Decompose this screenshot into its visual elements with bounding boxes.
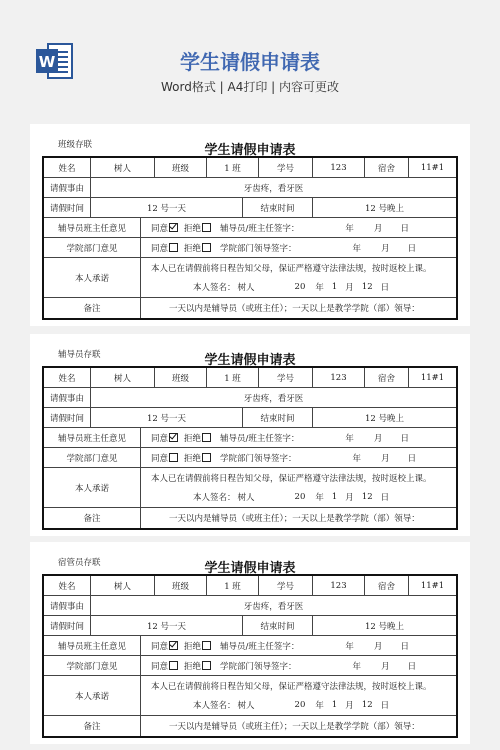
copy-label: 班级存联 [58, 140, 93, 150]
row-note [44, 508, 456, 528]
promise-field [140, 676, 456, 715]
time-label: 请假时间 [49, 203, 84, 214]
date-month: 月 [381, 243, 390, 254]
date-year: 年 [352, 661, 362, 672]
reason-value[interactable]: 牙齿疼，看牙医 [90, 596, 456, 615]
promise-text: 本人已在请假前将日程告知父母，保证严格遵守法律法规，按时返校上课。 [151, 681, 432, 692]
row-promise [44, 468, 456, 508]
dept-opinion-field [140, 448, 456, 467]
end-time-value[interactable]: 12 号晚上 [312, 408, 456, 427]
counselor-sign-label: 辅导员/班主任签字： [220, 433, 300, 444]
date-month: 月 [345, 283, 354, 294]
page-title: 学生请假申请表 [180, 50, 320, 74]
row-promise [44, 676, 456, 716]
class-value[interactable]: 1 班 [206, 158, 258, 177]
time-value[interactable]: 12 号一天 [90, 408, 242, 427]
agree-option[interactable]: 同意 [151, 640, 178, 652]
class-value[interactable]: 1 班 [206, 576, 258, 595]
reject-checkbox[interactable] [202, 223, 211, 232]
row-reason [44, 596, 456, 616]
note-text: 一天以内是辅导员（或班主任）；一天以上是教学学院（部）领导： [140, 298, 456, 318]
agree-checkbox[interactable] [169, 243, 178, 252]
form-title: 学生请假申请表 [204, 143, 296, 158]
name-label: 姓名 [58, 581, 76, 592]
class-value[interactable]: 1 班 [206, 368, 258, 387]
promise-text: 本人已在请假前将日程告知父母，保证严格遵守法律法规，按时返校上课。 [151, 473, 432, 484]
reject-checkbox[interactable] [202, 453, 211, 462]
reject-option[interactable]: 拒绝 [184, 452, 211, 464]
note-label: 备注 [83, 722, 101, 732]
reason-value[interactable]: 牙齿疼，看牙医 [90, 178, 456, 197]
form-title: 学生请假申请表 [204, 353, 296, 368]
dorm-value[interactable]: 11#1 [408, 576, 456, 595]
name-value[interactable]: 树人 [90, 158, 154, 177]
self-sign-line [141, 488, 456, 508]
time-value[interactable]: 12 号一天 [90, 616, 242, 635]
date-month: 月 [345, 701, 354, 712]
agree-option[interactable]: 同意 [151, 432, 178, 444]
row-time [44, 408, 456, 428]
dept-opinion-label: 学院部门意见 [66, 661, 118, 672]
date-year: 年 [315, 283, 324, 294]
reject-option[interactable]: 拒绝 [184, 640, 211, 652]
date-month: 月 [373, 641, 383, 652]
date-year: 年 [345, 433, 354, 444]
time-label: 请假时间 [49, 621, 84, 632]
row-counselor-opinion [44, 636, 456, 656]
date-day: 日 [380, 493, 390, 504]
date-day: 日 [400, 433, 409, 444]
end-time-value[interactable]: 12 号晚上 [312, 198, 456, 217]
end-time-label: 结束时间 [242, 408, 312, 427]
dept-opinion-field [140, 238, 456, 257]
row-note [44, 716, 456, 736]
date-day: 日 [380, 283, 390, 294]
date-day: 日 [400, 641, 409, 652]
class-label: 班级 [154, 576, 206, 595]
row-time [44, 198, 456, 218]
form-table [42, 366, 458, 530]
row-dept-opinion [44, 238, 456, 258]
dept-sign-label: 学院部门领导签字： [220, 453, 297, 464]
counselor-opinion-field [140, 428, 456, 447]
row-dept-opinion [44, 656, 456, 676]
row-basic-info [44, 368, 456, 388]
row-counselor-opinion [44, 428, 456, 448]
reject-checkbox[interactable] [202, 433, 211, 442]
reject-checkbox[interactable] [202, 661, 211, 670]
date-month: 月 [373, 433, 383, 444]
agree-option[interactable]: 同意 [151, 222, 178, 234]
sign-month[interactable]: 1 [331, 492, 338, 503]
reason-value[interactable]: 牙齿疼，看牙医 [90, 388, 456, 407]
promise-label: 本人承诺 [74, 483, 109, 494]
student-id-value[interactable]: 123 [312, 576, 364, 595]
agree-checkbox[interactable] [169, 453, 178, 462]
self-sign-label: 本人签名： [193, 283, 236, 294]
dorm-value[interactable]: 11#1 [408, 158, 456, 177]
date-year: 年 [352, 243, 362, 254]
name-label: 姓名 [58, 373, 76, 384]
counselor-opinion-field [140, 218, 456, 237]
dept-opinion-label: 学院部门意见 [66, 453, 118, 464]
agree-option[interactable]: 同意 [151, 660, 178, 672]
date-month: 月 [381, 661, 390, 672]
student-id-value[interactable]: 123 [312, 368, 364, 387]
date-day: 日 [407, 661, 417, 672]
sign-day[interactable]: 12 [361, 282, 373, 293]
promise-field [140, 468, 456, 507]
self-sign-line [141, 696, 456, 716]
note-label: 备注 [83, 514, 101, 524]
time-value[interactable]: 12 号一天 [90, 198, 242, 217]
date-day: 日 [400, 223, 409, 234]
end-time-label: 结束时间 [242, 198, 312, 217]
dorm-label: 宿舍 [364, 368, 408, 387]
date-year: 年 [345, 223, 354, 234]
date-year: 年 [345, 641, 354, 652]
form-table [42, 156, 458, 320]
reject-option[interactable]: 拒绝 [184, 660, 211, 672]
agree-checkbox[interactable] [169, 433, 178, 442]
reason-label: 请假事由 [49, 183, 84, 194]
note-label: 备注 [83, 304, 101, 314]
self-sign-label: 本人签名： [193, 493, 236, 504]
dorm-label: 宿舍 [364, 158, 408, 177]
dept-opinion-label: 学院部门意见 [66, 243, 118, 254]
date-year: 年 [352, 453, 362, 464]
row-reason [44, 178, 456, 198]
sign-year[interactable]: 20 [294, 700, 306, 711]
end-time-label: 结束时间 [242, 616, 312, 635]
self-sign-value[interactable]: 树人 [237, 701, 255, 712]
counselor-opinion-label: 辅导员班主任意见 [57, 433, 126, 444]
row-dept-opinion [44, 448, 456, 468]
date-year: 年 [315, 493, 324, 504]
name-label: 姓名 [58, 163, 76, 174]
date-day: 日 [380, 701, 390, 712]
reject-option[interactable]: 拒绝 [184, 432, 211, 444]
promise-text: 本人已在请假前将日程告知父母，保证严格遵守法律法规，按时返校上课。 [151, 263, 432, 274]
dorm-label: 宿舍 [364, 576, 408, 595]
counselor-sign-label: 辅导员/班主任签字： [220, 223, 300, 234]
time-label: 请假时间 [49, 413, 84, 424]
reason-label: 请假事由 [49, 393, 84, 404]
self-sign-value[interactable]: 树人 [237, 283, 255, 294]
self-sign-value[interactable]: 树人 [237, 493, 255, 504]
name-value[interactable]: 树人 [90, 576, 154, 595]
sign-year[interactable]: 20 [294, 282, 306, 293]
row-basic-info [44, 576, 456, 596]
form-title: 学生请假申请表 [204, 561, 296, 576]
page-subtitle: Word格式 | A4打印 | 内容可更改 [160, 80, 340, 94]
student-id-label: 学号 [258, 158, 312, 177]
sign-day[interactable]: 12 [361, 492, 373, 503]
agree-checkbox[interactable] [169, 661, 178, 670]
page-header [0, 0, 500, 122]
reject-checkbox[interactable] [202, 641, 211, 650]
date-day: 日 [407, 453, 417, 464]
form-table [42, 574, 458, 738]
date-month: 月 [345, 493, 354, 504]
form-sheet-1 [30, 124, 470, 326]
date-month: 月 [373, 223, 383, 234]
student-id-label: 学号 [258, 368, 312, 387]
agree-checkbox[interactable] [169, 641, 178, 650]
student-id-label: 学号 [258, 576, 312, 595]
name-value[interactable]: 树人 [90, 368, 154, 387]
class-label: 班级 [154, 368, 206, 387]
word-icon-letter: W [38, 53, 56, 71]
row-counselor-opinion [44, 218, 456, 238]
row-reason [44, 388, 456, 408]
row-time [44, 616, 456, 636]
self-sign-label: 本人签名： [193, 701, 236, 712]
note-text: 一天以内是辅导员（或班主任）；一天以上是教学学院（部）领导： [140, 508, 456, 528]
note-text: 一天以内是辅导员（或班主任）；一天以上是教学学院（部）领导： [140, 716, 456, 736]
date-year: 年 [315, 701, 324, 712]
reject-option[interactable]: 拒绝 [184, 222, 211, 234]
dept-sign-label: 学院部门领导签字： [220, 243, 297, 254]
sign-month[interactable]: 1 [331, 282, 338, 293]
row-basic-info [44, 158, 456, 178]
agree-checkbox[interactable] [169, 223, 178, 232]
counselor-opinion-label: 辅导员班主任意见 [57, 223, 126, 234]
sign-month[interactable]: 1 [331, 700, 338, 711]
counselor-opinion-field [140, 636, 456, 655]
end-time-value[interactable]: 12 号晚上 [312, 616, 456, 635]
self-sign-line [141, 278, 456, 298]
copy-label: 宿管员存联 [58, 558, 101, 568]
copy-label: 辅导员存联 [58, 350, 101, 360]
dept-opinion-field [140, 656, 456, 675]
dept-sign-label: 学院部门领导签字： [220, 661, 297, 672]
sign-day[interactable]: 12 [361, 700, 373, 711]
class-label: 班级 [154, 158, 206, 177]
student-id-value[interactable]: 123 [312, 158, 364, 177]
dorm-value[interactable]: 11#1 [408, 368, 456, 387]
counselor-opinion-label: 辅导员班主任意见 [57, 641, 126, 652]
counselor-sign-label: 辅导员/班主任签字： [220, 641, 300, 652]
row-note [44, 298, 456, 318]
agree-option[interactable]: 同意 [151, 452, 178, 464]
row-promise [44, 258, 456, 298]
reason-label: 请假事由 [49, 601, 84, 612]
reject-checkbox[interactable] [202, 243, 211, 252]
form-sheet-3 [30, 542, 470, 744]
agree-option[interactable]: 同意 [151, 242, 178, 254]
date-day: 日 [407, 243, 417, 254]
form-sheet-2 [30, 334, 470, 536]
promise-label: 本人承诺 [74, 273, 109, 284]
promise-label: 本人承诺 [74, 691, 109, 702]
reject-option[interactable]: 拒绝 [184, 242, 211, 254]
date-month: 月 [381, 453, 390, 464]
promise-field [140, 258, 456, 297]
sign-year[interactable]: 20 [294, 492, 306, 503]
